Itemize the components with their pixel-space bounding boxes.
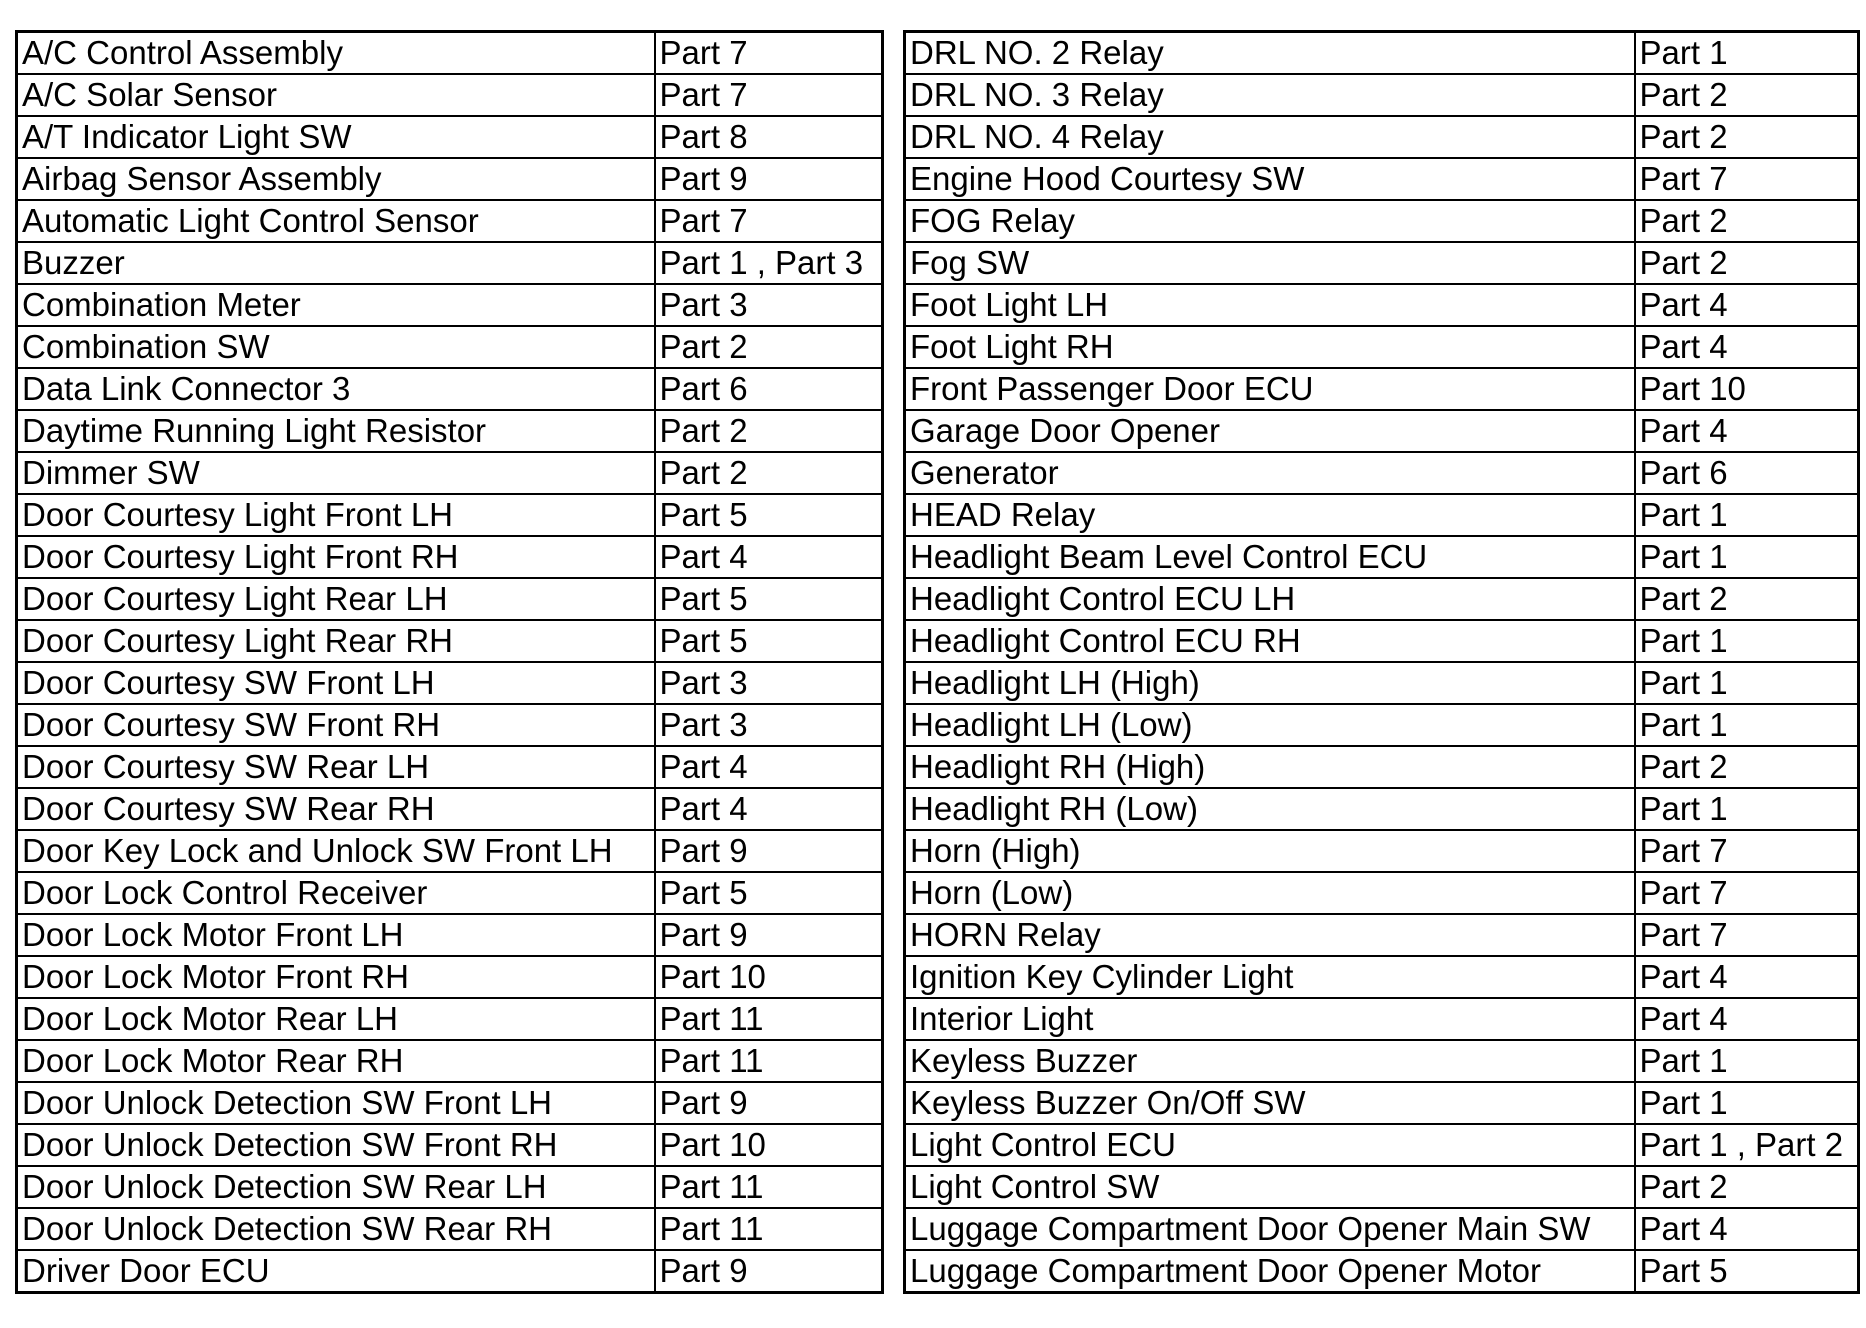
component-name-cell: Generator [905,452,1635,494]
table-row [905,1208,1859,1250]
part-reference-cell: Part 2 [1635,242,1859,284]
component-name-cell: HORN Relay [905,914,1635,956]
component-name-cell: DRL NO. 2 Relay [905,32,1635,75]
component-name-cell: Keyless Buzzer On/Off SW [905,1082,1635,1124]
table-row [17,662,883,704]
component-name-cell: Luggage Compartment Door Opener Motor [905,1250,1635,1293]
part-reference-cell: Part 1 [1635,788,1859,830]
part-reference-cell: Part 7 [655,200,883,242]
part-reference-cell: Part 5 [655,872,883,914]
table-row [905,32,1859,75]
table-row [905,578,1859,620]
part-reference-cell: Part 1 [1635,32,1859,75]
part-reference-cell: Part 11 [655,1166,883,1208]
part-reference-cell: Part 4 [1635,326,1859,368]
component-name-cell: Door Courtesy SW Rear RH [17,788,655,830]
component-name-cell: Horn (High) [905,830,1635,872]
table-row [905,158,1859,200]
table-row [905,872,1859,914]
component-name-cell: Door Unlock Detection SW Rear LH [17,1166,655,1208]
component-index-table-right [903,30,1860,1294]
table-row [905,410,1859,452]
component-name-cell: A/C Control Assembly [17,32,655,75]
part-reference-cell: Part 5 [655,494,883,536]
table-row [17,704,883,746]
table-row [17,1082,883,1124]
component-name-cell: Door Courtesy SW Front LH [17,662,655,704]
table-row [17,914,883,956]
component-name-cell: Headlight RH (High) [905,746,1635,788]
part-reference-cell: Part 4 [655,746,883,788]
table-row [17,116,883,158]
component-name-cell: Dimmer SW [17,452,655,494]
table-row [17,200,883,242]
component-name-cell: Engine Hood Courtesy SW [905,158,1635,200]
table-row [905,956,1859,998]
table-row [17,1124,883,1166]
table-row [905,1124,1859,1166]
table-row [17,326,883,368]
part-reference-cell: Part 1 [1635,1082,1859,1124]
part-reference-cell: Part 2 [1635,1166,1859,1208]
component-name-cell: Garage Door Opener [905,410,1635,452]
component-name-cell: Headlight Beam Level Control ECU [905,536,1635,578]
component-name-cell: Door Lock Motor Rear LH [17,998,655,1040]
table-row [905,1250,1859,1293]
component-name-cell: Door Unlock Detection SW Front RH [17,1124,655,1166]
component-name-cell: Combination SW [17,326,655,368]
table-row [905,662,1859,704]
table-row [905,242,1859,284]
component-name-cell: Combination Meter [17,284,655,326]
table-row [905,746,1859,788]
component-name-cell: Keyless Buzzer [905,1040,1635,1082]
component-name-cell: Door Courtesy Light Front RH [17,536,655,578]
table-row [905,1040,1859,1082]
component-name-cell: Light Control SW [905,1166,1635,1208]
table-row [17,1208,883,1250]
part-reference-cell: Part 10 [655,1124,883,1166]
part-reference-cell: Part 4 [655,536,883,578]
component-name-cell: Luggage Compartment Door Opener Main SW [905,1208,1635,1250]
component-name-cell: Door Lock Control Receiver [17,872,655,914]
part-reference-cell: Part 4 [1635,956,1859,998]
part-reference-cell: Part 8 [655,116,883,158]
component-name-cell: Headlight Control ECU LH [905,578,1635,620]
component-name-cell: Buzzer [17,242,655,284]
table-row [905,704,1859,746]
component-name-cell: Headlight RH (Low) [905,788,1635,830]
table-row [905,452,1859,494]
part-reference-cell: Part 1 [1635,494,1859,536]
part-reference-cell: Part 9 [655,914,883,956]
part-reference-cell: Part 1 [1635,536,1859,578]
part-reference-cell: Part 5 [655,578,883,620]
table-row [905,914,1859,956]
part-reference-cell: Part 6 [655,368,883,410]
table-row [905,116,1859,158]
part-reference-cell: Part 5 [1635,1250,1859,1293]
part-reference-cell: Part 7 [1635,158,1859,200]
component-name-cell: A/C Solar Sensor [17,74,655,116]
component-name-cell: Door Unlock Detection SW Rear RH [17,1208,655,1250]
component-name-cell: Airbag Sensor Assembly [17,158,655,200]
part-reference-cell: Part 2 [1635,200,1859,242]
component-name-cell: Foot Light LH [905,284,1635,326]
part-reference-cell: Part 11 [655,998,883,1040]
part-reference-cell: Part 3 [655,284,883,326]
part-reference-cell: Part 3 [655,662,883,704]
table-row [905,1166,1859,1208]
component-name-cell: DRL NO. 4 Relay [905,116,1635,158]
table-row [17,956,883,998]
table-row [17,368,883,410]
table-row [905,326,1859,368]
component-name-cell: FOG Relay [905,200,1635,242]
table-row [905,620,1859,662]
component-name-cell: Light Control ECU [905,1124,1635,1166]
part-reference-cell: Part 1 [1635,1040,1859,1082]
part-reference-cell: Part 2 [1635,116,1859,158]
part-reference-cell: Part 3 [655,704,883,746]
table-row [17,788,883,830]
table-row [17,74,883,116]
table-row [905,200,1859,242]
component-name-cell: Interior Light [905,998,1635,1040]
part-reference-cell: Part 1 , Part 2 [1635,1124,1859,1166]
part-reference-cell: Part 10 [1635,368,1859,410]
component-name-cell: Door Courtesy SW Rear LH [17,746,655,788]
component-name-cell: Headlight Control ECU RH [905,620,1635,662]
table-row [17,1040,883,1082]
component-name-cell: Fog SW [905,242,1635,284]
table-row [17,830,883,872]
table-row [905,368,1859,410]
component-name-cell: Door Courtesy Light Rear LH [17,578,655,620]
part-reference-cell: Part 4 [1635,998,1859,1040]
component-name-cell: Door Courtesy SW Front RH [17,704,655,746]
component-name-cell: Foot Light RH [905,326,1635,368]
part-reference-cell: Part 7 [655,74,883,116]
table-row [905,830,1859,872]
part-reference-cell: Part 5 [655,620,883,662]
part-reference-cell: Part 4 [1635,410,1859,452]
part-reference-cell: Part 9 [655,158,883,200]
part-reference-cell: Part 6 [1635,452,1859,494]
table-row [905,1082,1859,1124]
component-name-cell: Driver Door ECU [17,1250,655,1293]
table-row [17,1166,883,1208]
table-row [905,74,1859,116]
part-reference-cell: Part 2 [655,452,883,494]
component-name-cell: DRL NO. 3 Relay [905,74,1635,116]
part-reference-cell: Part 1 [1635,620,1859,662]
table-row [905,788,1859,830]
component-name-cell: Automatic Light Control Sensor [17,200,655,242]
part-reference-cell: Part 2 [655,410,883,452]
table-body [905,32,1859,1293]
table-row [17,158,883,200]
component-name-cell: Data Link Connector 3 [17,368,655,410]
table-row [17,620,883,662]
part-reference-cell: Part 4 [1635,284,1859,326]
table-row [17,1250,883,1293]
component-name-cell: Horn (Low) [905,872,1635,914]
table-row [17,578,883,620]
part-reference-cell: Part 7 [1635,830,1859,872]
component-name-cell: Door Lock Motor Rear RH [17,1040,655,1082]
part-reference-cell: Part 11 [655,1040,883,1082]
component-name-cell: Headlight LH (Low) [905,704,1635,746]
part-reference-cell: Part 2 [655,326,883,368]
part-reference-cell: Part 9 [655,1082,883,1124]
table-row [905,284,1859,326]
component-index-table-left [15,30,884,1294]
part-reference-cell: Part 9 [655,830,883,872]
table-row [17,872,883,914]
component-name-cell: Front Passenger Door ECU [905,368,1635,410]
table-row [17,410,883,452]
table-row [17,998,883,1040]
component-name-cell: Door Lock Motor Front LH [17,914,655,956]
part-reference-cell: Part 2 [1635,578,1859,620]
table-row [17,284,883,326]
component-name-cell: Headlight LH (High) [905,662,1635,704]
component-name-cell: Ignition Key Cylinder Light [905,956,1635,998]
component-name-cell: Door Unlock Detection SW Front LH [17,1082,655,1124]
part-reference-cell: Part 10 [655,956,883,998]
part-reference-cell: Part 4 [1635,1208,1859,1250]
part-reference-cell: Part 1 [1635,662,1859,704]
table-row [905,494,1859,536]
part-reference-cell: Part 7 [1635,914,1859,956]
table-row [17,536,883,578]
part-reference-cell: Part 11 [655,1208,883,1250]
table-row [905,998,1859,1040]
part-reference-cell: Part 2 [1635,74,1859,116]
component-name-cell: Door Courtesy Light Rear RH [17,620,655,662]
component-name-cell: Door Lock Motor Front RH [17,956,655,998]
component-name-cell: Daytime Running Light Resistor [17,410,655,452]
part-reference-cell: Part 9 [655,1250,883,1293]
component-name-cell: A/T Indicator Light SW [17,116,655,158]
part-reference-cell: Part 4 [655,788,883,830]
component-name-cell: HEAD Relay [905,494,1635,536]
part-reference-cell: Part 7 [655,32,883,75]
table-row [905,536,1859,578]
part-reference-cell: Part 1 [1635,704,1859,746]
table-row [17,494,883,536]
component-name-cell: Door Key Lock and Unlock SW Front LH [17,830,655,872]
table-row [17,452,883,494]
part-reference-cell: Part 2 [1635,746,1859,788]
table-row [17,242,883,284]
table-row [17,32,883,75]
part-reference-cell: Part 7 [1635,872,1859,914]
component-name-cell: Door Courtesy Light Front LH [17,494,655,536]
table-body [17,32,883,1293]
part-reference-cell: Part 1 , Part 3 [655,242,883,284]
table-row [17,746,883,788]
